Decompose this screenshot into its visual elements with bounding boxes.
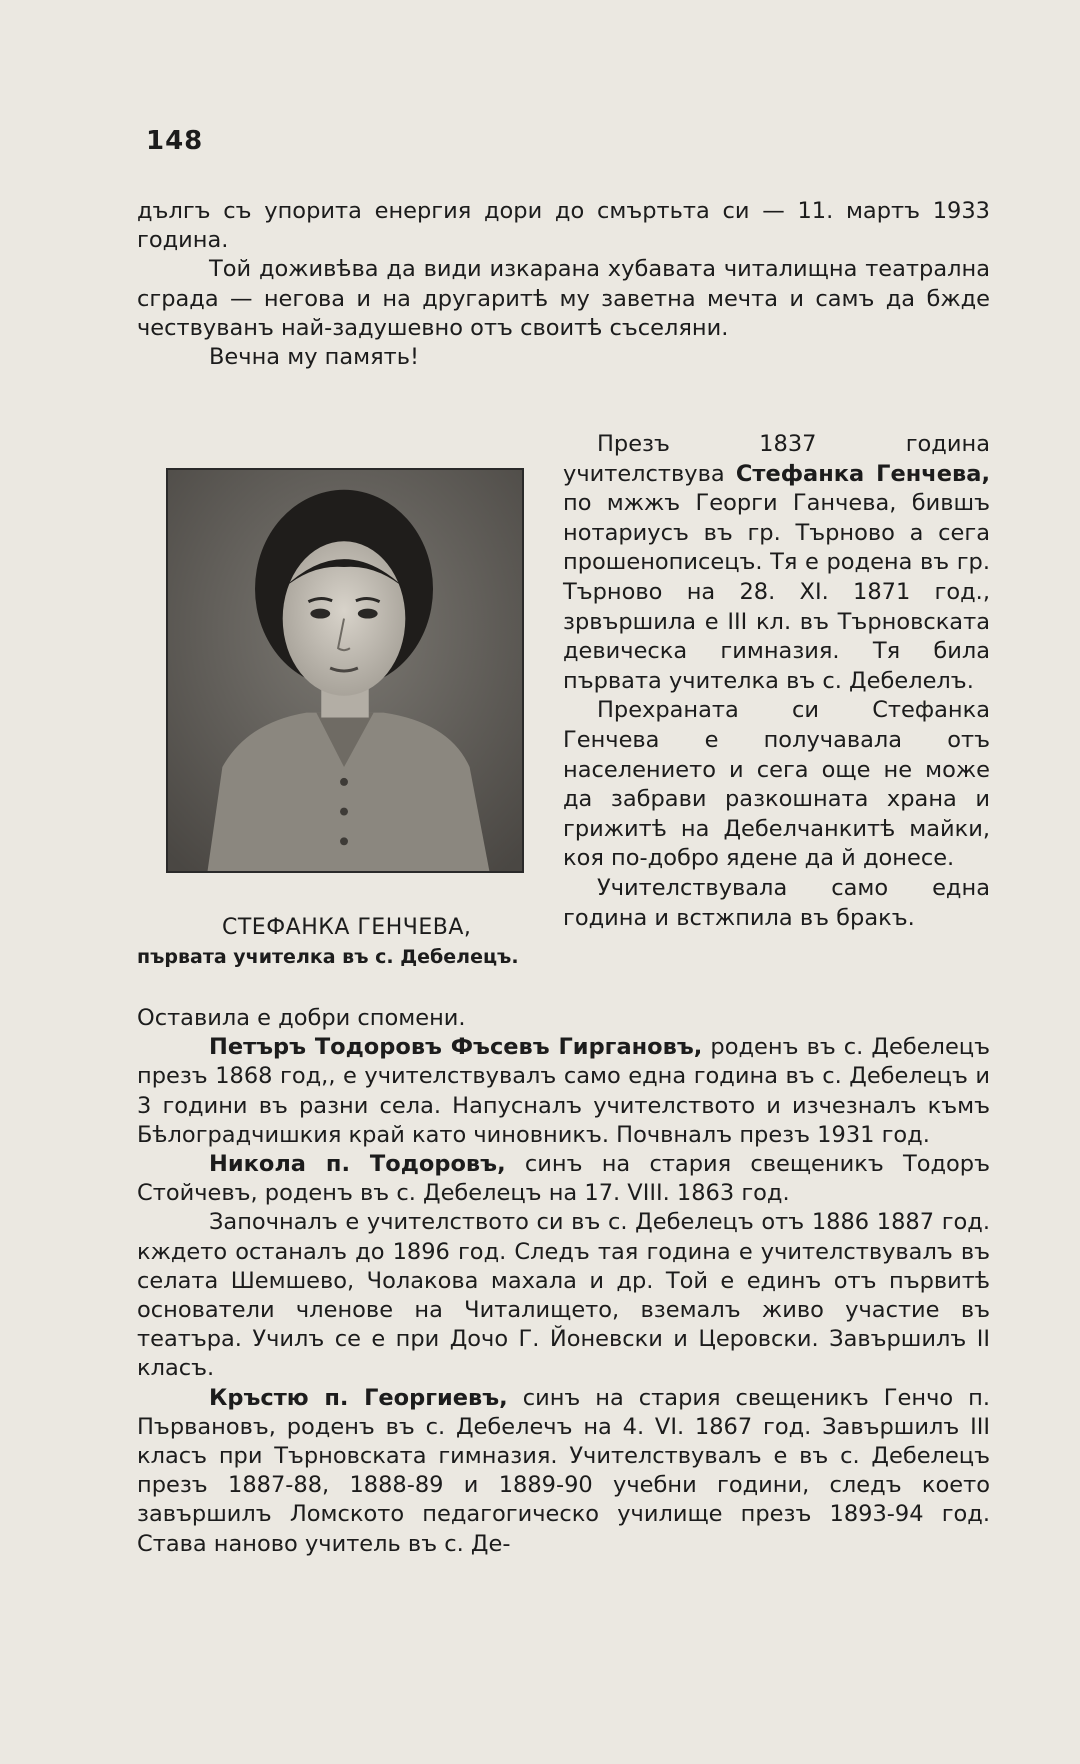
stefanka-paragraph-3: Учителствувала само една година и встжпила въ бракъ. bbox=[563, 874, 990, 931]
portrait-image bbox=[168, 470, 522, 871]
stefanka-name: Стефанка Генчева, bbox=[735, 460, 990, 487]
krastyu-text: синъ на стария свещеникъ Генчо п. Първановъ, роденъ въ с. Дебелечъ на 4. VI. 1867 год. Завършилъ III класъ при Търновската гимназия. Учителствувалъ е въ с. Дебелецъ презъ 1887-88, 1888-89 и 1889-90 учебни години, следъ което завършилъ Ломското педагогическо училище презъ 1893-94 год. Става наново учитель въ с. Де- bbox=[137, 1384, 990, 1557]
nikola-text: синъ на стария свещеникъ Тодоръ Стойчевъ, роденъ въ с. Дебелецъ на 17. VIII. 1863 год. bbox=[137, 1151, 990, 1207]
petar-name: Петъръ Тодоровъ Фъсевъ Гиргановъ, bbox=[209, 1034, 703, 1061]
biographies-section bbox=[137, 1004, 990, 1559]
intro-paragraph-1: дългъ съ упорита енергия дори до смъртьта си — 11. мартъ 1933 година. bbox=[137, 198, 990, 254]
intro-paragraph-3: Вечна му память! bbox=[209, 344, 420, 371]
stefanka-paragraph-1 bbox=[563, 430, 990, 696]
intro-paragraph-2: Той доживѣва да види изкарана хубавата читалищна театрална сграда — негова и на другаритѣ му заветна мечта и самъ да бжде чествуванъ най-задушевно отъ своитѣ съселяни. bbox=[137, 256, 990, 341]
intro-section bbox=[137, 197, 990, 372]
krastyu-name: Кръстю п. Георгиевъ, bbox=[209, 1384, 508, 1411]
petar-paragraph bbox=[137, 1033, 990, 1150]
stefanka-text-post: по мжжъ Георги Ганчева, бившъ нотариусъ въ гр. Търново а сега прошенописецъ. Тя е родена въ гр. Търново на 28. XI. 1871 год., зрвършила е III кл. въ Търновската девическа гимназия. Тя била първата учителка въ с. Дебелелъ. bbox=[563, 490, 990, 694]
krastyu-paragraph bbox=[137, 1384, 990, 1559]
photo-caption-name: СТЕФАНКА ГЕНЧЕВА, bbox=[222, 915, 472, 940]
page-number: 148 bbox=[146, 126, 204, 156]
nikola-paragraph-2: Започналъ е учителството си въ с. Дебелецъ отъ 1886 1887 год. кждето останалъ до 1896 год. Следъ тая година е учителствувалъ въ селата Шемшево, Чолакова махала и др. Той е единъ отъ първитѣ основатели членове на Читалището, вземалъ живо участие въ театъра. Училъ се е при Дочо Г. Йоневски и Церовски. Завършилъ II класъ. bbox=[137, 1209, 990, 1382]
nikola-paragraph-1 bbox=[137, 1150, 990, 1208]
portrait-photo bbox=[166, 468, 524, 873]
stefanka-paragraph-4: Оставила е добри спомени. bbox=[137, 1005, 466, 1031]
nikola-name: Никола п. Тодоровъ, bbox=[209, 1151, 506, 1178]
stefanka-section bbox=[563, 430, 990, 933]
petar-text: роденъ въ с. Дебелецъ презъ 1868 год,, е учителствувалъ само една година въ с. Дебелецъ и 3 години въ разни села. Напусналъ учителството и изчезналъ къмъ Бѣлоградчишкия край като чиновникъ. Почвналъ презъ 1931 год. bbox=[137, 1034, 990, 1148]
stefanka-text-pre: Презъ 1837 година учителствува bbox=[563, 431, 990, 487]
photo-caption-subtitle: първата учителка въ с. Дебелецъ. bbox=[137, 946, 519, 968]
stefanka-paragraph-2: Прехраната си Стефанка Генчева е получавала отъ населението и сега още не може да забрави разкошната храна и грижитѣ на Дебелчанкитѣ майки, коя по-добро ядене да й донесе. bbox=[563, 697, 990, 872]
